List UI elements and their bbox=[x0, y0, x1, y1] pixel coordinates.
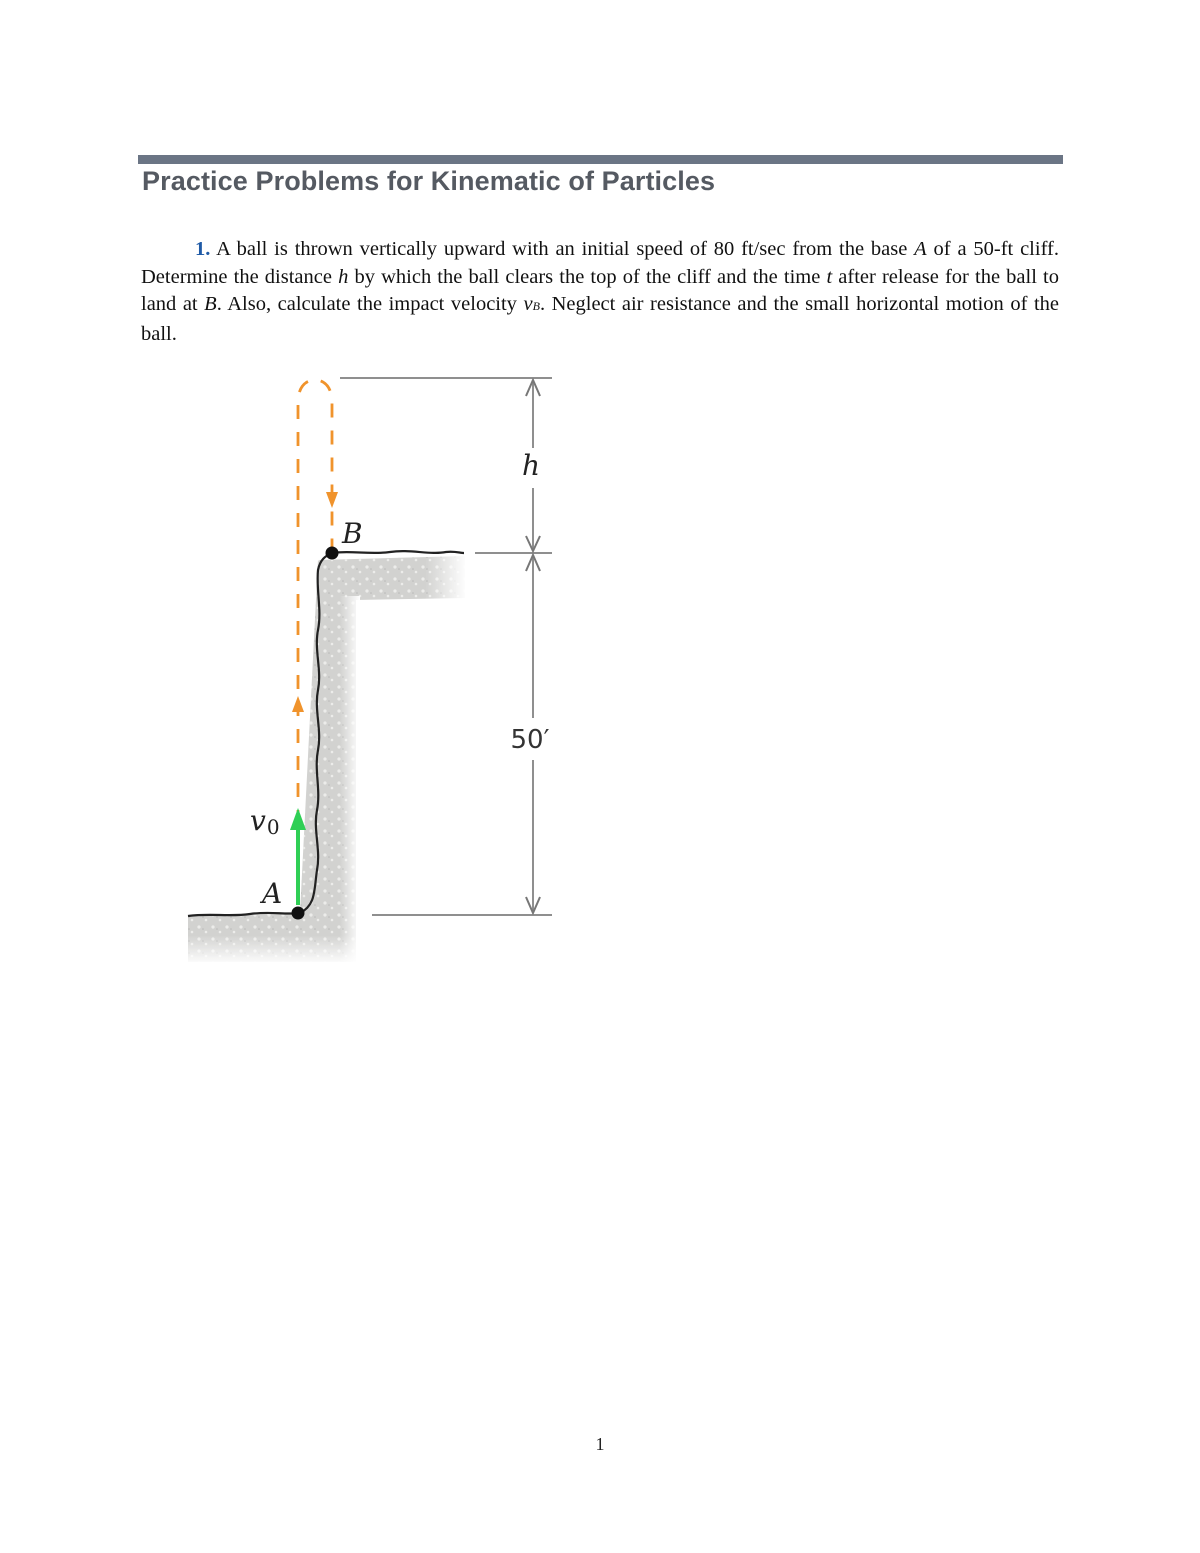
problem-var-h: h bbox=[338, 265, 349, 288]
figure-label-h: h bbox=[521, 449, 541, 482]
figure-label-a: A bbox=[262, 877, 283, 910]
problem-var-vb: v bbox=[523, 293, 533, 315]
ball-point-b bbox=[326, 547, 339, 560]
downward-path-arrow-icon bbox=[326, 492, 338, 508]
page-title: Practice Problems for Kinematic of Particles bbox=[142, 166, 716, 196]
problem-var-b: B bbox=[204, 293, 217, 315]
figure-label-b: B bbox=[342, 517, 363, 550]
problem-text-1: A ball is thrown vertically upward with an initial speed of 80 ft/sec from the base bbox=[210, 238, 915, 260]
problem-number: 1. bbox=[195, 238, 211, 260]
figure-label-v0-subscript: 0 bbox=[266, 815, 280, 839]
page-number: 1 bbox=[595, 1434, 605, 1454]
upward-path-arrow-icon bbox=[292, 696, 304, 712]
problem-text-3: by which the ball clears the top of the cliff and the time bbox=[348, 265, 827, 288]
problem-text-2: of a 50-ft cliff. Determine the distance bbox=[141, 238, 1059, 288]
dimension-lines bbox=[340, 378, 552, 915]
upper-ground-line bbox=[332, 551, 464, 553]
problem-text-4: after release for the ball to land at bbox=[141, 265, 1059, 315]
problem-var-vb-subscript: B bbox=[532, 299, 540, 313]
problem-text-5: . Also, calculate the impact velocity bbox=[216, 293, 524, 315]
ball-point-a bbox=[292, 907, 305, 920]
problem-text-6: . Neglect air resistance and the small horizontal motion of the ball. bbox=[141, 293, 1060, 345]
problem-var-t: t bbox=[826, 265, 833, 288]
problem-var-a: A bbox=[914, 238, 927, 260]
figure-label-v0: v0 bbox=[250, 804, 280, 839]
cliff-ground bbox=[186, 553, 467, 965]
figure-label-height: 50′ bbox=[510, 725, 550, 755]
initial-velocity-arrowhead-icon bbox=[290, 808, 306, 830]
